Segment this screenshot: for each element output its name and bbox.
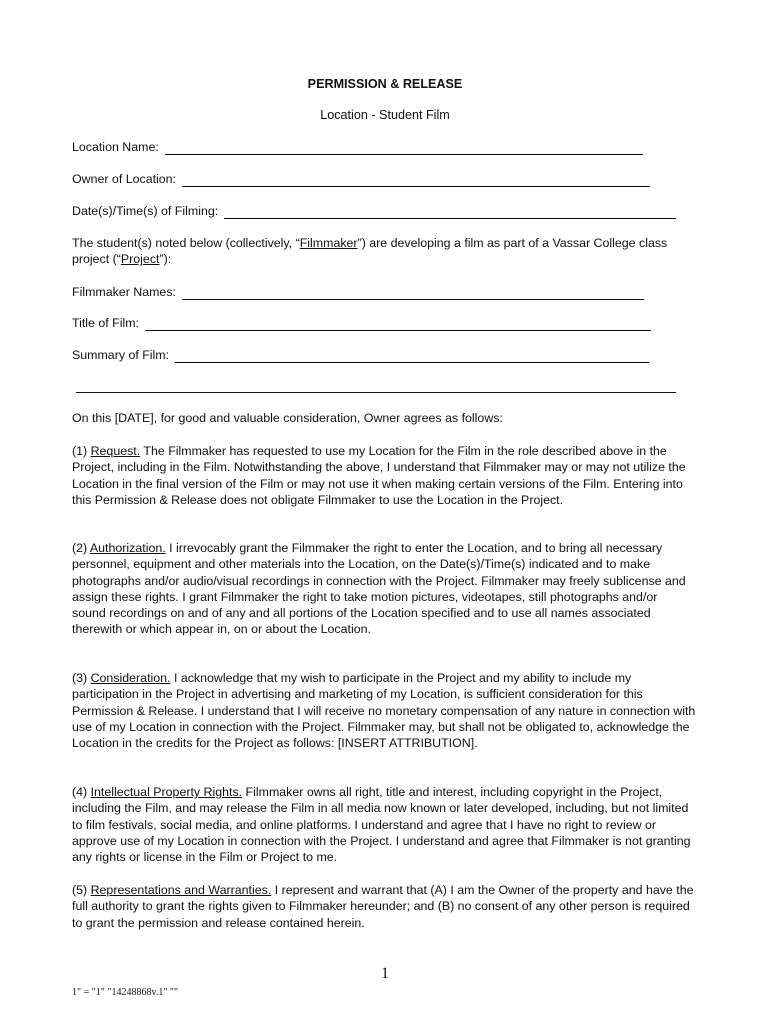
document-subtitle: Location - Student Film — [320, 108, 450, 122]
project-term: Project — [120, 252, 160, 267]
section-number: (3) — [72, 671, 91, 685]
location-name-blank — [165, 141, 643, 155]
film-title-blank — [145, 317, 651, 331]
document-code: 1" = "1" "14248868v.1" "" — [72, 987, 179, 998]
filmmaker-names-blank — [182, 286, 644, 300]
owner-field — [72, 171, 650, 187]
filming-dates-blank — [224, 205, 676, 219]
filmmaker-term: Filmmaker — [299, 236, 358, 250]
intro-text-1: The student(s) noted below (collectively, “ — [72, 236, 300, 250]
filming-dates-label: Date(s)/Time(s) of Filming: — [72, 204, 219, 218]
filming-dates-field — [72, 203, 676, 219]
film-summary-field — [72, 347, 649, 363]
intro-text-3: ”): — [159, 252, 172, 267]
summary-continuation-line — [76, 391, 676, 393]
section-request — [72, 443, 692, 508]
section-heading: Representations and Warranties. — [90, 883, 272, 897]
section-number: (1) — [72, 444, 91, 458]
location-name-field — [72, 139, 643, 155]
filmmaker-names-field — [72, 284, 644, 300]
section-body: I acknowledge that my wish to participate in the Project and my ability to include my participation in the Project in advertising and marketing of my Location, is sufficient consideration for this Permission & Release. I understand that I will receive no monetary compensation of any nature in connection with use of my Location in connection with the Project. Filmmaker may, but shall not be obligated to, acknowledge the Location in the credits for the Project as follows: [INSERT ATTRIBUTION]. — [72, 671, 696, 751]
film-title-label: Title of Film: — [72, 316, 140, 330]
section-number: (4) — [72, 785, 91, 799]
film-summary-blank — [175, 349, 649, 363]
section-body: I irrevocably grant the Filmmaker the right to enter the Location, and to bring all necessary personnel, equipment and other materials into the Location, on the Date(s)/Time(s) indicated and to make photographs and/or audio/visual recordings in connection with the Project. Filmmaker may freely sublicense and assign these rights. I grant Filmmaker the right to take motion pictures, videotapes, still photographs and/or sound recordings on and of any and all portions of the Location specified and to use all names associated therewith or which appear in, on or about the Location. — [72, 541, 686, 637]
section-heading: Authorization. — [89, 541, 166, 555]
section-number: (5) — [72, 883, 91, 897]
document-title: PERMISSION & RELEASE — [307, 77, 463, 91]
owner-label: Owner of Location: — [72, 172, 177, 186]
intro-text-2: ”) are developing a film as part of a Vassar College class project (“ — [72, 236, 668, 267]
consideration-intro: On this [DATE], for good and valuable consideration, Owner agrees as follows: — [72, 411, 503, 425]
section-heading: Consideration. — [90, 671, 171, 685]
intro-paragraph — [72, 235, 672, 268]
owner-blank — [182, 173, 650, 187]
section-number: (2) — [72, 541, 90, 555]
section-heading: Request. — [90, 444, 141, 458]
section-body: Filmmaker owns all right, title and interest, including copyright in the Project, including the Film, and may release the Film in all media now known or later developed, including, but not limited to film festivals, social media, and online platforms. I understand and agree that I have no right to review or approve use of my Location in connection with the Project. I understand and agree that Filmmaker is not granting any rights or license in the Film or Project to me. — [72, 785, 691, 865]
film-title-field — [72, 315, 651, 331]
section-body: I represent and warrant that (A) I am the Owner of the property and have the full authority to grant the rights given to Filmmaker hereunder; and (B) no consent of any other person is required to grant the permission and release contained herein. — [72, 883, 694, 930]
section-heading: Intellectual Property Rights. — [90, 785, 243, 799]
section-body: The Filmmaker has requested to use my Location for the Film in the role described above in the Project, including in the Film. Notwithstanding the above, I understand that Filmmaker may or may not utilize the Location in the final version of the Film or may not use it when making certain versions of the Film. Entering into this Permission & Release does not obligate Filmmaker to use the Location in the Project. — [72, 444, 686, 507]
section-authorization — [72, 540, 692, 638]
section-consideration — [72, 670, 696, 751]
page-number: 1 — [381, 965, 389, 982]
section-representations — [72, 882, 700, 931]
film-summary-label: Summary of Film: — [72, 348, 170, 362]
location-name-label: Location Name: — [72, 140, 159, 154]
filmmaker-names-label: Filmmaker Names: — [72, 285, 176, 299]
section-intellectual-property — [72, 784, 696, 865]
